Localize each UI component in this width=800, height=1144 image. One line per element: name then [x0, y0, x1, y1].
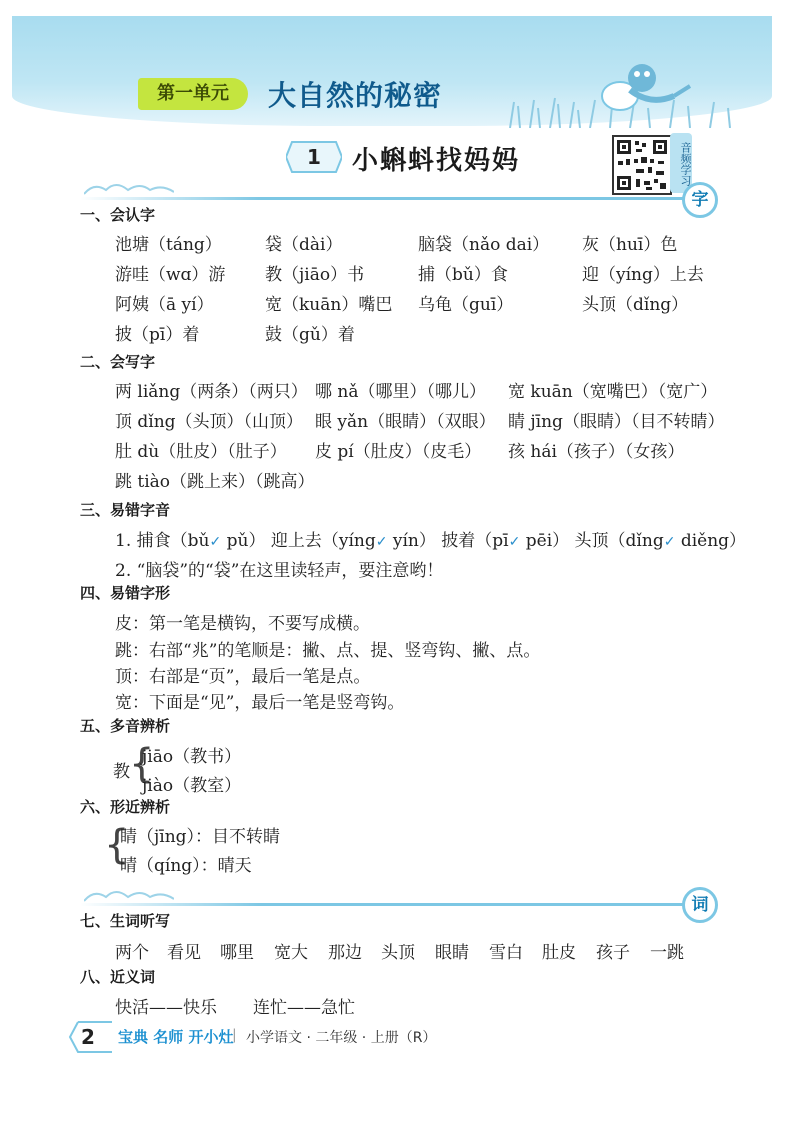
qr-code[interactable]: [612, 135, 672, 195]
unit-title: 大自然的秘密: [268, 79, 443, 112]
lesson-title: 小蝌蚪找妈妈: [352, 146, 521, 176]
write-item: 睛 jīng（眼睛）（目不转睛）: [508, 412, 725, 432]
write-item: 跳 tiào（跳上来）（跳高）: [115, 472, 315, 492]
cloud-wave-decoration: [84, 180, 174, 196]
dictation-word: 那边: [328, 943, 362, 963]
ci-badge: 词: [682, 887, 718, 923]
synonym-pair: 快活——快乐: [115, 998, 217, 1018]
brace-icon: {: [129, 741, 155, 787]
recognize-item: 捕（bǔ）食: [418, 265, 508, 285]
footer-separator: |: [232, 1027, 237, 1043]
brand-logo: 宝典 名师 开小灶: [118, 1028, 234, 1046]
write-item: 孩 hái（孩子）（女孩）: [508, 442, 685, 462]
polyphone-reading: jiào（教室）: [142, 776, 242, 796]
dictation-word: 肚皮: [542, 943, 576, 963]
recognize-item: 脑袋（nǎo dai）: [418, 235, 550, 255]
section-divider: [80, 197, 685, 200]
dictation-word: 雪白: [489, 943, 523, 963]
recognize-item: 袋（dài）: [265, 235, 343, 255]
polyphone-reading: jiāo（教书）: [142, 747, 242, 767]
pron-wrong: yín）: [392, 531, 436, 551]
pron-correct: 1. 捕食（bǔ: [115, 531, 210, 551]
check-icon: ✓: [375, 534, 388, 550]
book-info: 小学语文 · 二年级 · 上册（R）: [246, 1030, 437, 1046]
recognize-item: 迎（yíng）上去: [582, 265, 704, 285]
recognize-item: 教（jiāo）书: [265, 265, 365, 285]
pron-wrong: pēi）: [525, 531, 570, 551]
write-item: 两 liǎng（两条）（两只）: [115, 382, 308, 402]
write-item: 肚 dù（肚皮）（肚子）: [115, 442, 287, 462]
pron-correct: 披着（pī: [441, 531, 509, 551]
pronunciation-line-1: [115, 526, 746, 551]
recognize-item: 披（pī）着: [115, 325, 200, 345]
qr-caption: 音频学习: [670, 133, 692, 193]
char-shape-note: 皮：第一笔是横钩，不要写成横。: [115, 614, 370, 634]
recognize-item: 头顶（dǐng）: [582, 295, 689, 315]
page-number: 2: [81, 1025, 95, 1049]
section-title-2: 二、会写字: [80, 353, 156, 371]
char-shape-note: 宽：下面是“见”，最后一笔是竖弯钩。: [115, 693, 405, 713]
write-item: 眼 yǎn（眼睛）（双眼）: [315, 412, 496, 432]
char-shape-note: 跳：右部“兆”的笔顺是：撇、点、提、竖弯钩、撇、点。: [115, 641, 541, 661]
section-title-4: 四、易错字形: [80, 584, 171, 602]
dictation-word: 看见: [167, 943, 201, 963]
section-title-3: 三、易错字音: [80, 501, 171, 519]
dictation-word: 哪里: [220, 943, 254, 963]
similar-char-line: 晴（qíng）：晴天: [120, 856, 252, 876]
synonym-pair: 连忙——急忙: [253, 998, 355, 1018]
write-item: 宽 kuān（宽嘴巴）（宽广）: [508, 382, 718, 402]
similar-char-line: 睛（jīng）：目不转睛: [120, 827, 281, 847]
pron-wrong: pǔ）: [226, 531, 266, 551]
pron-wrong: diěng）: [680, 531, 747, 551]
write-item: 哪 nǎ（哪里）（哪儿）: [315, 382, 486, 402]
section-title-6: 六、形近辨析: [80, 798, 171, 816]
recognize-item: 游哇（wɑ）游: [115, 265, 226, 285]
recognize-item: 乌龟（guī）: [418, 295, 514, 315]
section-divider: [80, 903, 685, 906]
pron-correct: 迎上去（yíng: [270, 531, 376, 551]
zi-badge: 字: [682, 182, 718, 218]
recognize-item: 宽（kuān）嘴巴: [265, 295, 393, 315]
frog-mascot-illustration: [590, 56, 700, 116]
check-icon: ✓: [508, 534, 521, 550]
unit-label: 第一单元: [138, 78, 248, 110]
check-icon: ✓: [209, 534, 222, 550]
check-icon: ✓: [663, 534, 676, 550]
write-item: 顶 dǐng（头顶）（山顶）: [115, 412, 304, 432]
write-item: 皮 pí（肚皮）（皮毛）: [315, 442, 482, 462]
recognize-item: 灰（huī）色: [582, 235, 678, 255]
section-title-5: 五、多音辨析: [80, 717, 171, 735]
char-shape-note: 顶：右部是“页”，最后一笔是点。: [115, 667, 371, 687]
section-title-7: 七、生词听写: [80, 912, 171, 930]
recognize-item: 鼓（gǔ）着: [265, 325, 355, 345]
brace-icon: {: [104, 822, 130, 868]
dictation-word: 眼睛: [435, 943, 469, 963]
dictation-word: 两个: [115, 943, 149, 963]
dictation-word: 宽大: [274, 943, 308, 963]
dictation-word: 孩子: [596, 943, 630, 963]
dictation-word: 一跳: [650, 943, 684, 963]
cloud-wave-decoration: [84, 887, 174, 903]
recognize-item: 池塘（táng）: [115, 235, 222, 255]
pronunciation-line-2: 2. “脑袋”的“袋”在这里读轻声，要注意哟！: [115, 561, 444, 581]
pron-correct: 头顶（dǐng: [574, 531, 664, 551]
lesson-number: 1: [307, 145, 321, 169]
dictation-word: 头顶: [381, 943, 415, 963]
section-title-8: 八、近义词: [80, 968, 156, 986]
polyphone-char: 教: [113, 762, 130, 782]
section-title-1: 一、会认字: [80, 206, 156, 224]
recognize-item: 阿姨（ā yí）: [115, 295, 214, 315]
lesson-number-badge: [286, 140, 342, 174]
